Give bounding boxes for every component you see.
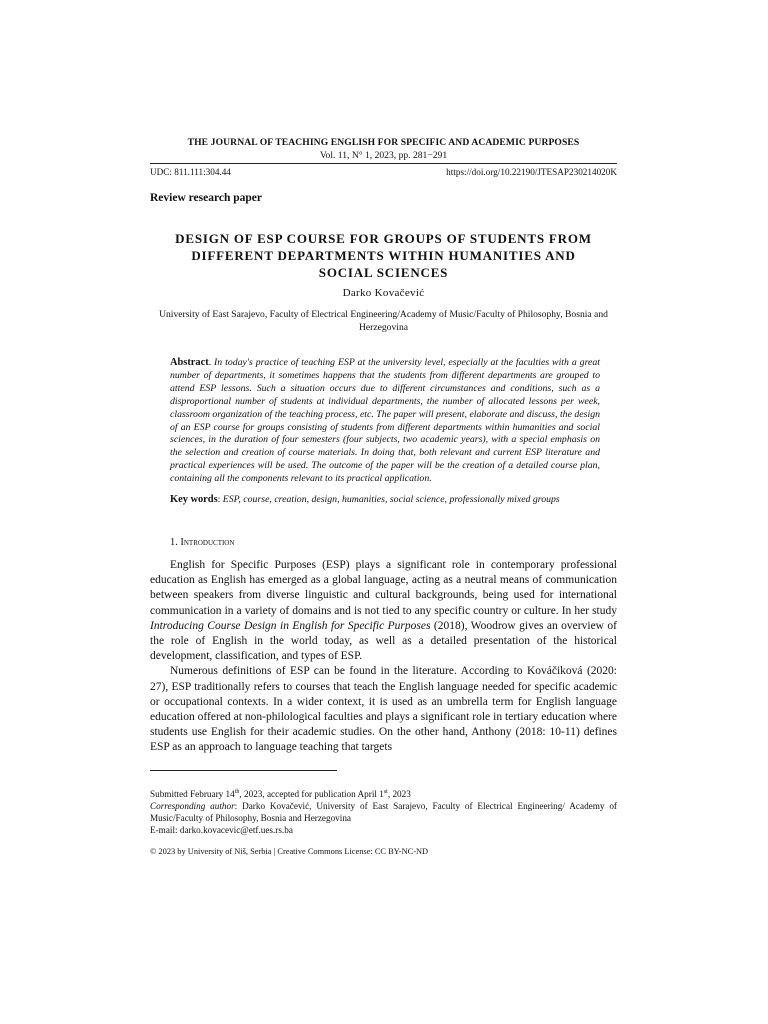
section-title: Introduction bbox=[180, 536, 235, 548]
author-name: Darko Kovačević bbox=[342, 287, 425, 299]
title-line: DESIGN OF ESP COURSE FOR GROUPS OF STUDENTS FROM bbox=[175, 231, 592, 246]
corresponding-label: Corresponding author bbox=[150, 800, 235, 811]
journal-header bbox=[150, 137, 617, 161]
title-line: SOCIAL SCIENCES bbox=[318, 265, 449, 280]
journal-volume: Vol. 11, N° 1, 2023, pp. 281−291 bbox=[319, 150, 448, 161]
udc-doi-line bbox=[150, 163, 617, 177]
paper-title bbox=[150, 230, 617, 281]
footnote-text: Submitted February 14 bbox=[150, 788, 235, 799]
submission-note bbox=[150, 786, 617, 800]
doi-link[interactable]: https://doi.org/10.22190/JTESAP230214020K bbox=[446, 167, 617, 177]
cited-book-title: Introducing Course Design in English for Specific Purposes bbox=[150, 619, 431, 632]
keywords-text: ESP, course, creation, design, humanities, social science, professionally mixed groups bbox=[222, 494, 560, 506]
keywords-colon: : bbox=[217, 494, 223, 506]
corresponding-author-note bbox=[150, 800, 617, 824]
copyright-notice: © 2023 by University of Niš, Serbia | Creative Commons License: CC BY-NC-ND bbox=[150, 846, 429, 856]
footnote-text: , 2023, accepted for publication April 1 bbox=[239, 788, 384, 799]
author-affiliation: University of East Sarajevo, Faculty of Electrical Engineering/Academy of Music/Faculty of Philosophy, Bosnia and Herzegovina bbox=[159, 309, 608, 333]
footnotes bbox=[150, 786, 617, 836]
paragraph-text: (2018), Woodrow gives an overview of the role of English in the world today, as well as a detailed presentation of the historical development, classification, and types of ESP. bbox=[150, 619, 617, 663]
footnote-sup: st bbox=[383, 788, 388, 795]
keywords-label: Key words bbox=[170, 494, 218, 506]
abstract-label: Abstract bbox=[170, 357, 209, 368]
section-number: 1. bbox=[170, 536, 178, 548]
abstract bbox=[170, 357, 600, 486]
udc-code: UDC: 811.111:304.44 bbox=[150, 167, 231, 177]
paper-type: Review research paper bbox=[150, 192, 262, 204]
footnote-divider bbox=[150, 770, 337, 771]
journal-page bbox=[150, 0, 617, 856]
section-heading bbox=[170, 537, 617, 548]
keywords bbox=[170, 494, 600, 507]
abstract-text: In today's practice of teaching ESP at the university level, especially at the faculties with a great number of departments, it sometimes happens that the students from different departments are grouped to attend ESP lessons. Such a situation occurs due to different circumstances and conditions, such as a disproportional number of students at individual departments, the number of allocated lessons per week, classroom organization of the teaching process, etc. The paper will present, elaborate and discuss, the design of an ESP course for groups consisting of students from different departments within humanities and social sciences, in the duration of four semesters (four subjects, two academic years), with a special emphasis on the selection and creation of course materials. In doing that, both relevant and current ESP literature and practical experiences will be used. The outcome of the paper will be the creation of a detailed course plan, containing all the components relevant to its practical application. bbox=[170, 357, 600, 485]
footnote-text: , 2023 bbox=[387, 788, 411, 799]
abstract-label-dot: . bbox=[208, 357, 215, 368]
email-note[interactable]: E-mail: darko.kovacevic@etf.ues.rs.ba bbox=[150, 824, 293, 835]
body-text bbox=[150, 558, 617, 756]
paragraph-text: English for Specific Purposes (ESP) plays a significant role in contemporary professional education as English has emerged as a global language, acting as a neutral means of communication between speakers from diverse linguistic and cultural backgrounds, being used for international communication in a variety of domains and is not tied to any specific country or culture. In her study bbox=[150, 558, 617, 617]
corresponding-text: : Darko Kovačević, University of East Sarajevo, Faculty of Electrical Engineering/ Academy of Music/Faculty of Philosophy, Bosnia and Herzegovina bbox=[150, 800, 617, 823]
journal-title: THE JOURNAL OF TEACHING ENGLISH FOR SPECIFIC AND ACADEMIC PURPOSES bbox=[187, 137, 580, 148]
paragraph: Numerous definitions of ESP can be found in the literature. According to Kováčiková (2020: 27), ESP traditionally refers to courses that teach the English language needed for specific academic or occupational contexts. In a wider context, it is used as an umbrella term for English language education offered at non-philological faculties and plays a significant role in tertiary education where students use English for their academic studies. On the other hand, Anthony (2018: 10-11) defines ESP as an approach to language teaching that targets bbox=[150, 665, 617, 754]
title-line: DIFFERENT DEPARTMENTS WITHIN HUMANITIES AND bbox=[191, 248, 576, 263]
paragraph bbox=[150, 558, 617, 664]
footnote-sup: th bbox=[234, 788, 240, 795]
